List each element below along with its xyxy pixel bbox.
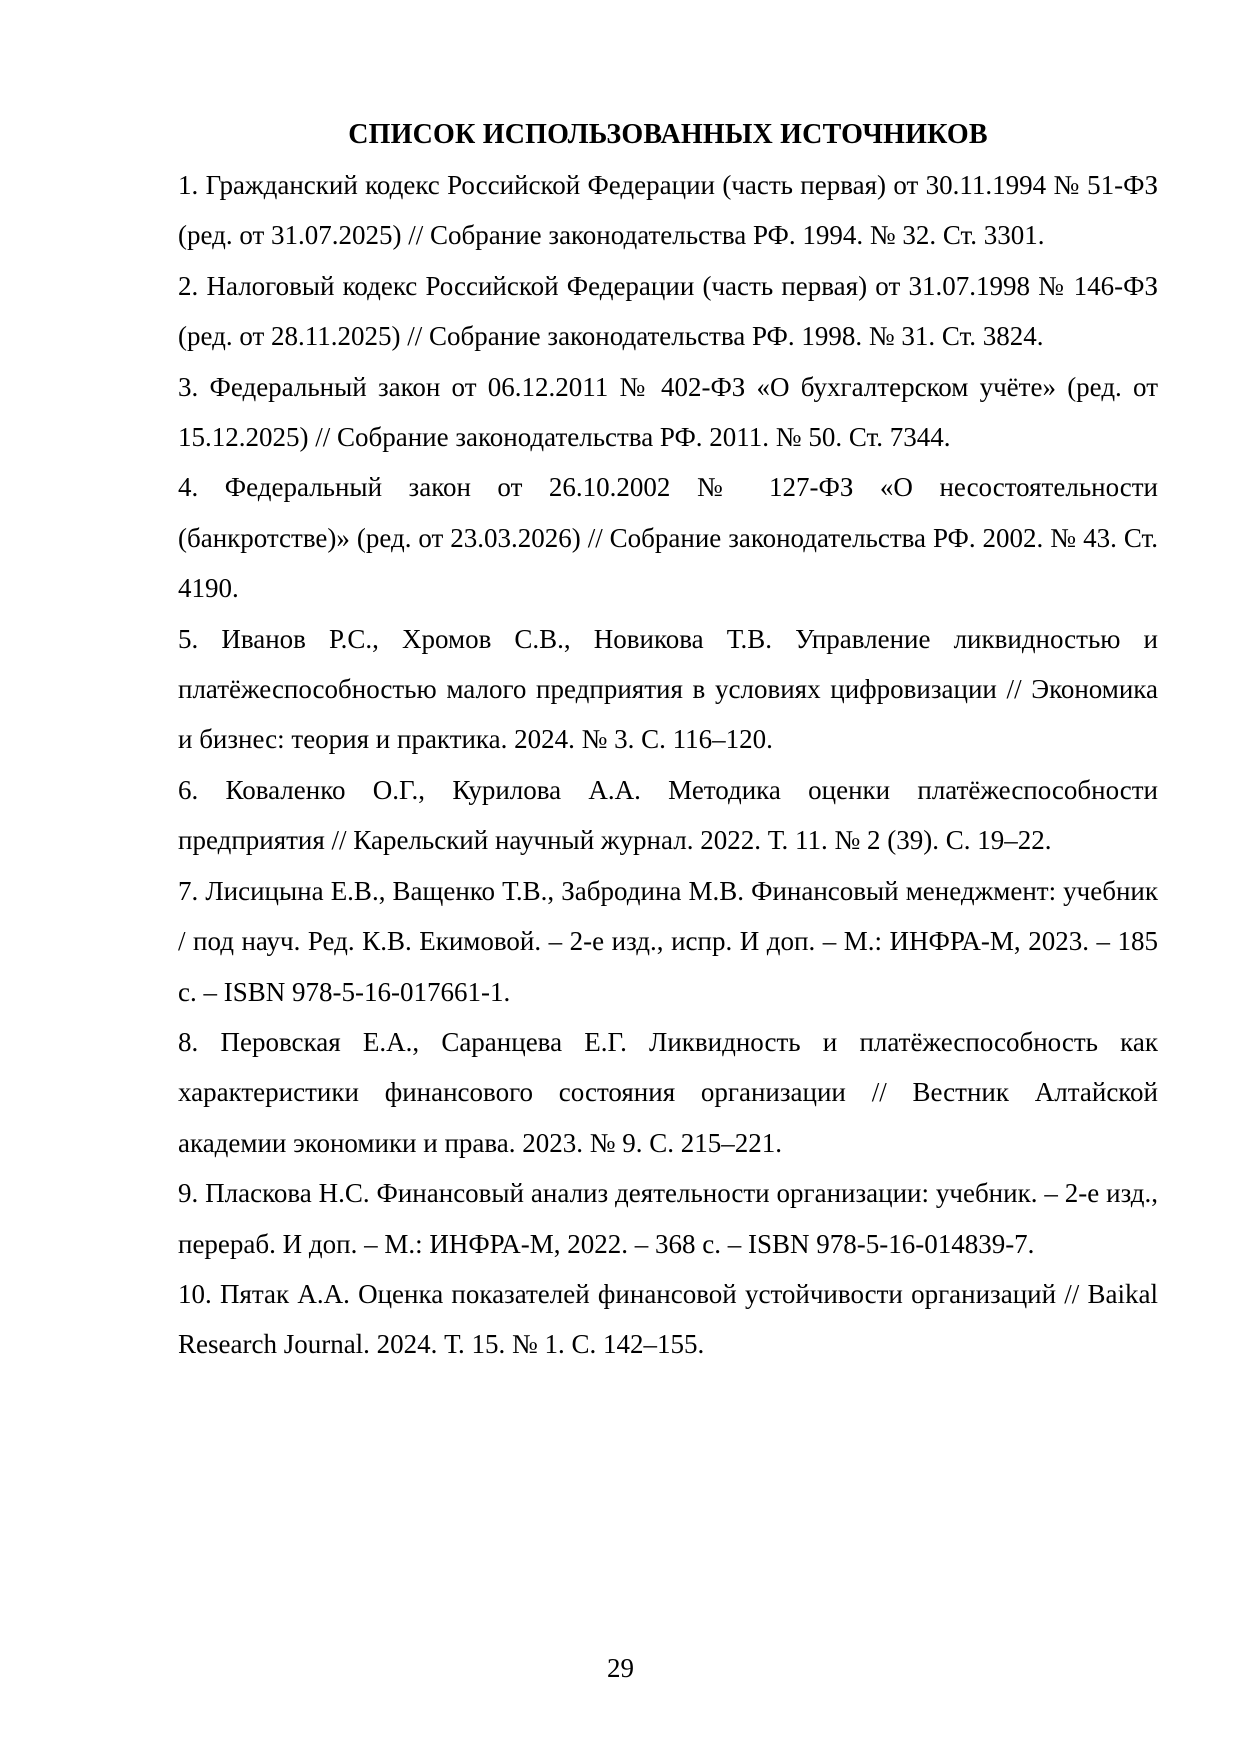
reference-item: 5. Иванов Р.С., Хромов С.В., Новикова Т.В. Управление ликвидностью и платёжеспособностью малого предприятия в условиях цифровизации // Экономика и бизнес: теория и практика. 2024. № 3. С. 116–120. bbox=[178, 623, 1158, 755]
reference-item: 2. Налоговый кодекс Российской Федерации (часть первая) от 31.07.1998 № 146-ФЗ (ред. от 28.11.2025) // Собрание законодательства РФ. 1998. № 31. Ст. 3824. bbox=[178, 270, 1158, 352]
reference-item: 3. Федеральный закон от 06.12.2011 № 402-ФЗ «О бухгалтерском учёте» (ред. от 15.12.2025) // Собрание законодательства РФ. 2011. № 50. Ст. 7344. bbox=[178, 371, 1158, 453]
reference-item: 4. Федеральный закон от 26.10.2002 № 127-ФЗ «О несостоятельности (банкротстве)» (ред. от 23.03.2026) // Собрание законодательства РФ. 2002. № 43. Ст. 4190. bbox=[178, 472, 1158, 604]
document-content bbox=[178, 110, 1158, 1370]
reference-item: 8. Перовская Е.А., Саранцева Е.Г. Ликвидность и платёжеспособность как характеристики финансового состояния организации // Вестник Алтайской академии экономики и права. 2023. № 9. С. 215–221. bbox=[178, 1026, 1158, 1158]
reference-item: 1. Гражданский кодекс Российской Федерации (часть первая) от 30.11.1994 № 51-ФЗ (ред. от 31.07.2025) // Собрание законодательства РФ. 1994. № 32. Ст. 3301. bbox=[178, 170, 1158, 251]
reference-item: 10. Пятак А.А. Оценка показателей финансовой устойчивости организаций // Baikal Research Journal. 2024. Т. 15. № 1. С. 142–155. bbox=[178, 1278, 1158, 1360]
reference-item: 6. Коваленко О.Г., Курилова А.А. Методика оценки платёжеспособности предприятия // Карельский научный журнал. 2022. Т. 11. № 2 (39). С. 19–22. bbox=[178, 774, 1158, 856]
reference-item: 7. Лисицына Е.В., Ващенко Т.В., Забродина М.В. Финансовый менеджмент: учебник / под науч. Ред. К.В. Екимовой. – 2-е изд., испр. И доп. – М.: ИНФРА-М, 2023. – 185 с. – ISBN 978-5-16-017661-1. bbox=[178, 875, 1158, 1007]
reference-item: 9. Пласкова Н.С. Финансовый анализ деятельности организации: учебник. – 2-е изд., перераб. И доп. – М.: ИНФРА-М, 2022. – 368 с. – ISBN 978-5-16-014839-7. bbox=[178, 1178, 1158, 1259]
references-list bbox=[178, 160, 1158, 1370]
references-title: СПИСОК ИСПОЛЬЗОВАННЫХ ИСТОЧНИКОВ bbox=[348, 119, 988, 150]
page-number: 29 bbox=[607, 1653, 634, 1683]
